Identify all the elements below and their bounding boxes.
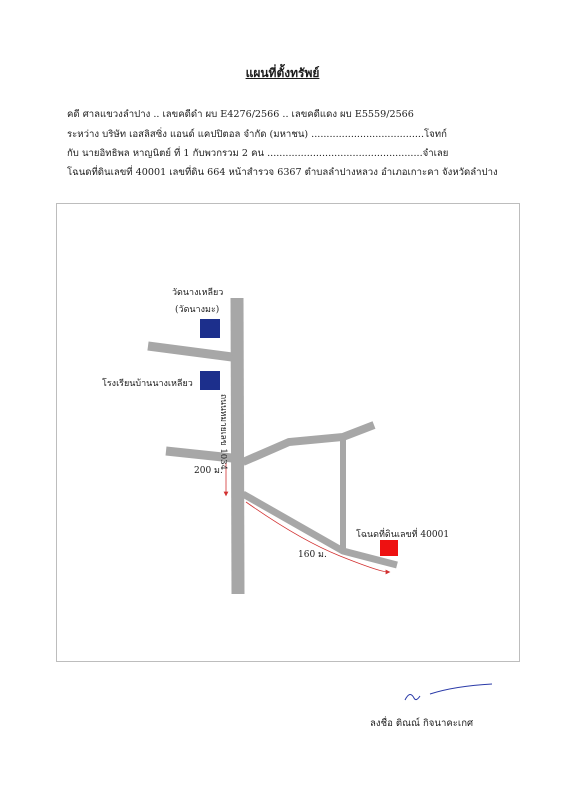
temple-label: วัดนางเหลียว <box>172 288 224 298</box>
school-marker <box>200 371 220 390</box>
distance-200m-label: 200 ม. <box>194 466 223 476</box>
case-number-line: คดี ศาลแขวงลำปาง .. เลขคดีดำ ผบ E4276/2566 .. เลขคดีแดง ผบ E5559/2566 <box>67 109 414 120</box>
distance-160m-label: 160 ม. <box>298 550 327 560</box>
main-road <box>237 298 238 594</box>
document-title: แผนที่ตั้งทรัพย์ <box>245 66 320 80</box>
land-parcel-marker <box>380 540 398 556</box>
temple-label-sub: (วัดนางมะ) <box>175 305 220 315</box>
road-label: ถนนหมายเลข 1034 <box>218 394 228 470</box>
side-road-upper-left <box>148 346 232 357</box>
title-deed-line: โฉนดที่ดินเลขที่ 40001 เลขที่ดิน 664 หน้าสำรวจ 6367 ตำบลลำปางหลวง อำเภอเกาะคา จังหวัดลำปาง <box>67 167 498 178</box>
signature-label: ลงชื่อ ติณณ์ กิจนาคะเกศ <box>370 718 474 729</box>
school-label: โรงเรียนบ้านนางเหลียว <box>102 379 193 389</box>
plaintiff-line: ระหว่าง บริษัท เอสลิสซิ่ง แอนด์ แคปปิตอล จำกัด (มหาชน) .....................................โจทก์ <box>67 129 447 140</box>
defendant-line: กับ นายอิทธิพล หาญนิตย์ ที่ 1 กับพวกรวม 2 คน ...................................................จำเลย <box>67 148 449 159</box>
temple-marker <box>200 319 220 338</box>
parcel-label: โฉนดที่ดินเลขที่ 40001 <box>356 530 450 540</box>
handwritten-signature <box>400 680 500 710</box>
side-road-right-upper <box>243 425 374 462</box>
